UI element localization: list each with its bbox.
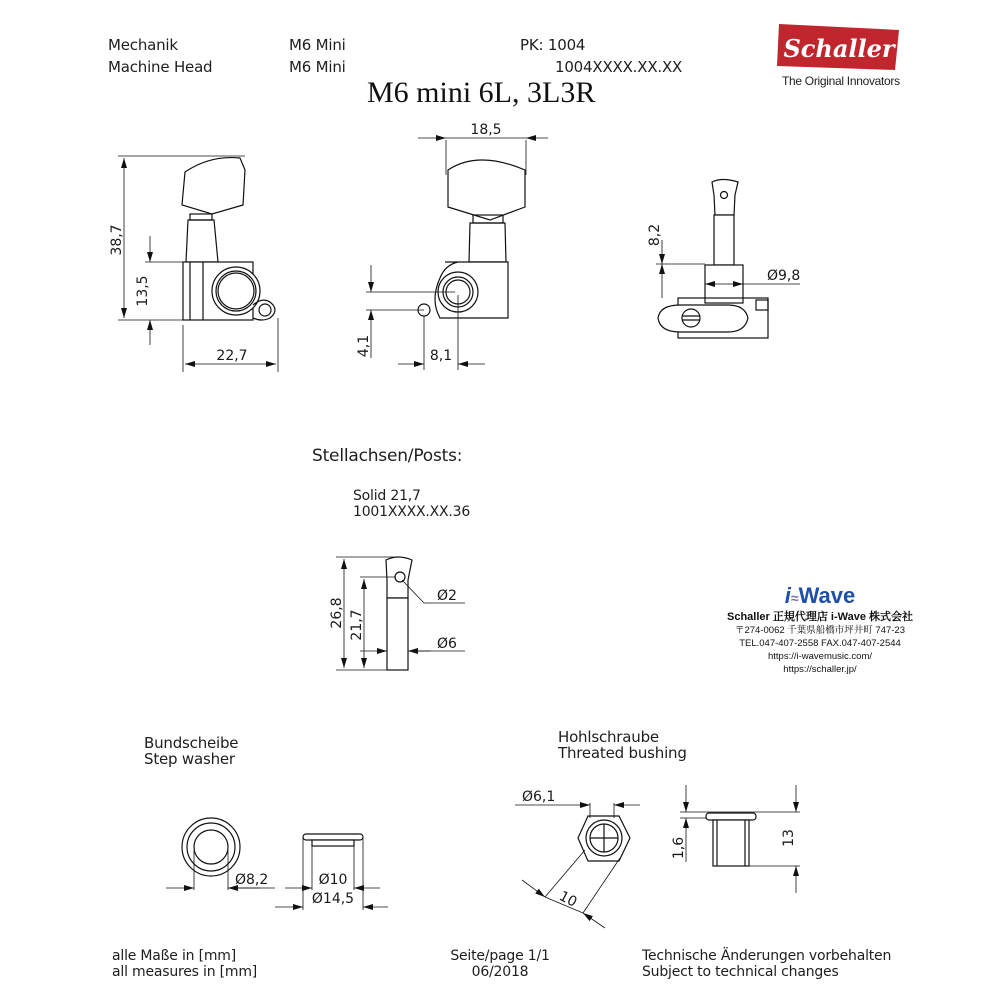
dim-bushing-bore: Ø6,1 [522, 789, 556, 805]
iwave-logo [700, 584, 940, 610]
part-number: 1004XXXX.XX.XX [555, 58, 683, 76]
header-model-1: M6 Mini [289, 36, 346, 54]
dim-washer-inner: Ø8,2 [235, 872, 269, 888]
washer-label-de: Bundscheibe [144, 734, 239, 752]
dim-post-hole: Ø2 [437, 588, 457, 604]
dim-body-height: 13,5 [135, 275, 151, 307]
header-label-de: Mechanik [108, 36, 178, 54]
pk-number: PK: 1004 [520, 36, 586, 54]
bushing-label-en: Threated bushing [558, 744, 687, 762]
dim-width: 22,7 [216, 348, 248, 364]
dim-post-height: 8,2 [647, 223, 663, 247]
dim-bushing-diameter: Ø9,8 [767, 268, 801, 284]
dim-washer-outer: Ø14,5 [311, 891, 355, 907]
posts-heading: Stellachsen/Posts: [312, 446, 463, 466]
dim-knob-width: 18,5 [470, 122, 502, 138]
header-label-en: Machine Head [108, 58, 213, 76]
washer-label-en: Step washer [144, 750, 235, 768]
dim-bushing-height: 13 [781, 829, 797, 847]
header-model-2: M6 Mini [289, 58, 346, 76]
footer-date: 06/2018 [471, 964, 529, 980]
dim-hole-horizontal: 8,1 [429, 348, 453, 364]
logo-brand: Schaller [783, 34, 895, 63]
posts-part-number: 1001XXXX.XX.36 [353, 504, 471, 520]
footer-units-de: alle Maße in [mm] [112, 948, 236, 964]
dim-bushing-hex: 10 [556, 888, 580, 911]
side-view-machine-head [118, 156, 278, 372]
dealer-url-1[interactable]: https://i-wavemusic.com/ [768, 651, 872, 662]
dim-post-total: 26,8 [329, 597, 345, 629]
dim-washer-step: Ø10 [318, 872, 348, 888]
footer-page: Seite/page 1/1 [450, 948, 550, 964]
dealer-url-2[interactable]: https://schaller.jp/ [783, 664, 857, 675]
iwave-logo-i: i [784, 583, 791, 608]
bushing-drawing [515, 785, 800, 928]
dealer-phone-fax: TEL.047-407-2558 FAX.047-407-2544 [739, 638, 901, 649]
bushing-label-de: Hohlschraube [558, 728, 659, 746]
step-washer-drawing [166, 818, 388, 910]
dim-post-length: 21,7 [349, 609, 365, 641]
dealer-info [700, 584, 940, 676]
footer-units-en: all measures in [mm] [112, 964, 258, 980]
dim-hole-vertical: 4,1 [356, 334, 372, 358]
dim-post-diameter: Ø6 [437, 636, 457, 652]
dim-total-height: 38,7 [109, 224, 125, 256]
top-view-machine-head [656, 180, 800, 339]
dim-bushing-flange: 1,6 [671, 836, 687, 860]
wave-icon: ≈ [790, 590, 799, 606]
posts-type: Solid 21,7 [353, 488, 421, 504]
iwave-logo-name: Wave [798, 583, 856, 608]
footer-changes-en: Subject to technical changes [642, 964, 839, 980]
dealer-address: 〒274-0062 千葉県船橋市坪井町 747-23 [734, 625, 905, 636]
front-view-machine-head [366, 138, 548, 370]
dealer-line1: Schaller 正規代理店 i-Wave 株式会社 [726, 611, 914, 623]
logo-tagline: The Original Innovators [782, 74, 900, 88]
footer-changes-de: Technische Änderungen vorbehalten [642, 948, 892, 964]
page-title: M6 mini 6L, 3L3R [367, 76, 596, 109]
